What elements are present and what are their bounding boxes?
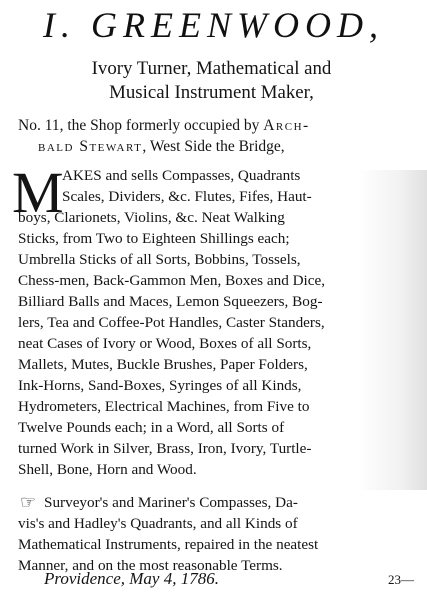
body-line: Mallets, Mutes, Buckle Brushes, Paper Folders, [18, 356, 308, 373]
body-line: Scales, Dividers, &c. Flutes, Fifes, Haut- [62, 188, 312, 205]
body-line: Shell, Bone, Horn and Wood. [18, 461, 197, 478]
trade-line-2: Musical Instrument Maker, [109, 82, 314, 103]
body-line: Sticks, from Two to Eighteen Shillings each; [18, 230, 290, 247]
body-line: Billiard Balls and Maces, Lemon Squeezers, Bog- [18, 293, 323, 310]
address-line-1-name: Arch- [263, 117, 310, 134]
address-line-2 [38, 138, 285, 156]
page-shadow [357, 170, 427, 490]
issue-reference-mark: 23— [388, 572, 414, 587]
place-date: Providence, May 4, 1786. [44, 569, 219, 588]
body-line: Hydrometers, Electrical Machines, from Five to [18, 398, 310, 415]
body-line: AKES and sells Compasses, Quadrants [62, 167, 301, 184]
body-line: lers, Tea and Coffee-Pot Handles, Caster Standers, [18, 314, 325, 331]
address-line-1-main: No. 11, the Shop formerly occupied by [18, 117, 264, 134]
body-line: turned Work in Silver, Brass, Iron, Ivory, Turtle- [18, 440, 312, 457]
body-line: Umbrella Sticks of all Sorts, Bobbins, Tossels, [18, 251, 301, 268]
notice-line: Mathematical Instruments, repaired in the neatest [18, 536, 319, 553]
address-line-2-main: , West Side the Bridge, [142, 138, 285, 155]
notice-line: vis's and Hadley's Quadrants, and all Kinds of [18, 515, 298, 532]
body-line: Twelve Pounds each; in a Word, all Sorts of [18, 419, 285, 436]
advertiser-name: I. GREENWOOD, [43, 5, 384, 45]
body-line: boys, Clarionets, Violins, &c. Neat Walking [18, 209, 285, 226]
notice-line: Surveyor's and Mariner's Compasses, Da- [44, 494, 298, 511]
drop-cap: M [12, 160, 64, 225]
notice-line: Manner, and on the most reasonable Terms. [18, 557, 283, 574]
body-line: Chess-men, Back-Gammon Men, Boxes and Dice, [18, 272, 326, 289]
pointing-hand-icon: ☞ [20, 492, 37, 513]
body-line: neat Cases of Ivory or Wood, Boxes of all Sorts, [18, 335, 312, 352]
address-line-2-name: bald Stewart [38, 138, 143, 155]
body-line: Ink-Horns, Sand-Boxes, Syringes of all Kinds, [18, 377, 302, 394]
address-line-1 [18, 117, 310, 135]
trade-line-1: Ivory Turner, Mathematical and [91, 58, 332, 79]
